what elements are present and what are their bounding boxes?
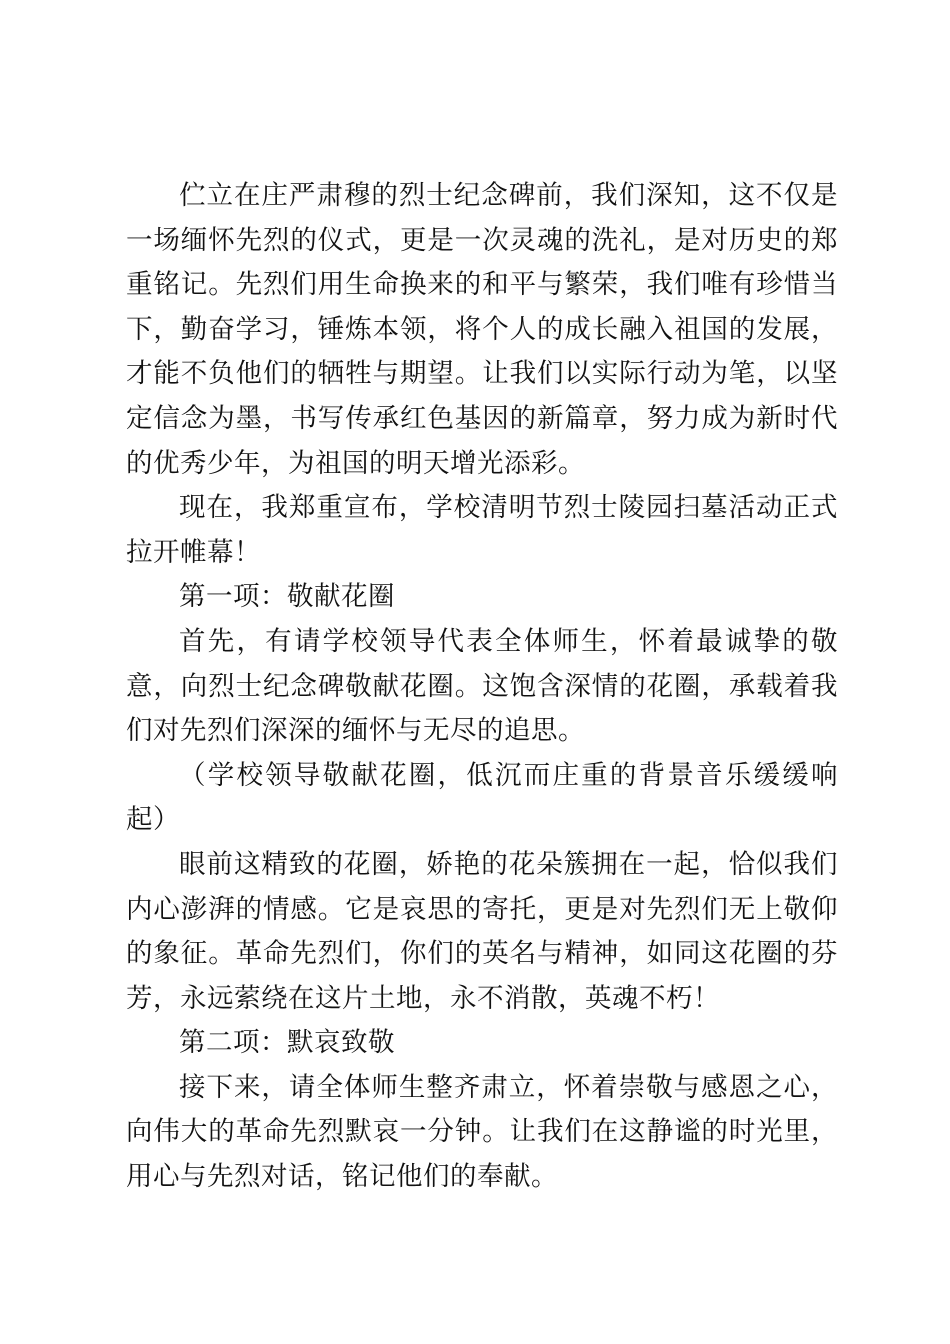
paragraph-wreath-description: 眼前这精致的花圈，娇艳的花朵簇拥在一起，恰似我们内心澎湃的情感。它是哀思的寄托，更是对先烈们无上敬仰的象征。革命先烈们，你们的英名与精神，如同这花圈的芬芳，永远萦绕在这片土地，永不消散，英魂不朽！ bbox=[126, 848, 838, 1014]
paragraph-wreath-invite: 首先，有请学校领导代表全体师生，怀着最诚挚的敬意，向烈士纪念碑敬献花圈。这饱含深情的花圈，承载着我们对先烈们深深的缅怀与无尽的追思。 bbox=[126, 625, 838, 747]
paragraph-announcement: 现在，我郑重宣布，学校清明节烈士陵园扫墓活动正式拉开帷幕！ bbox=[126, 492, 838, 568]
paragraph-silence: 接下来，请全体师生整齐肃立，怀着崇敬与感恩之心，向伟大的革命先烈默哀一分钟。让我们在这静谧的时光里，用心与先烈对话，铭记他们的奉献。 bbox=[126, 1071, 838, 1193]
paragraph-opening: 伫立在庄严肃穆的烈士纪念碑前，我们深知，这不仅是一场缅怀先烈的仪式，更是一次灵魂的洗礼，是对历史的郑重铭记。先烈们用生命换来的和平与繁荣，我们唯有珍惜当下，勤奋学习，锤炼本领，将个人的成长融入祖国的发展，才能不负他们的牺牲与期望。让我们以实际行动为笔，以坚定信念为墨，书写传承红色基因的新篇章，努力成为新时代的优秀少年，为祖国的明天增光添彩。 bbox=[126, 180, 838, 479]
paragraph-stage-direction: （学校领导敬献花圈，低沉而庄重的背景音乐缓缓响起） bbox=[126, 759, 838, 836]
document-body bbox=[126, 174, 838, 1200]
section-heading-wreath: 第一项：敬献花圈 bbox=[179, 581, 395, 613]
section-heading-silence: 第二项：默哀致敬 bbox=[179, 1027, 395, 1059]
